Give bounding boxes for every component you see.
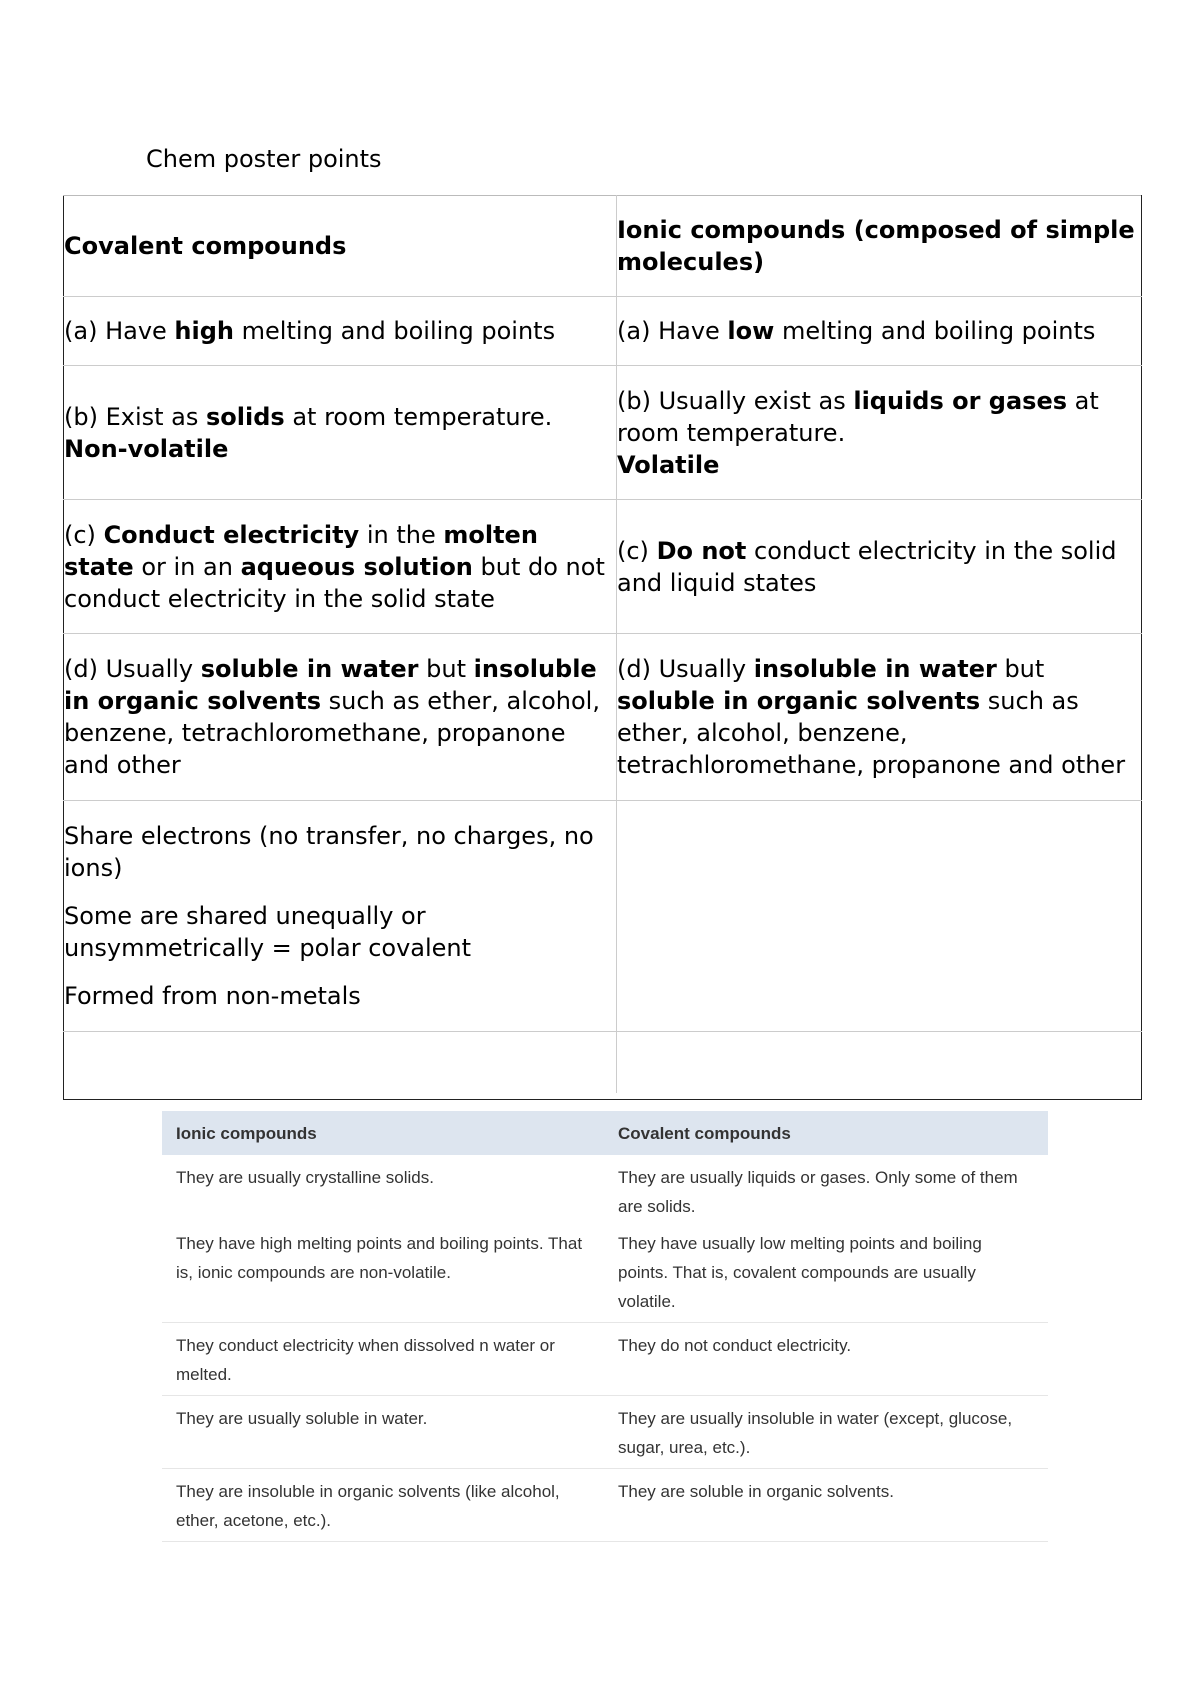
poster-comparison-table: [63, 195, 1142, 1100]
column-header: Ionic compounds: [162, 1111, 604, 1155]
notes-cell: [64, 801, 617, 1032]
empty-cell: [617, 801, 1142, 1032]
table-cell: They are soluble in organic solvents.: [604, 1469, 1048, 1542]
table-row: [64, 801, 1142, 1032]
table-row: [64, 634, 1142, 801]
table-cell: They are usually soluble in water.: [162, 1396, 604, 1469]
table-row: [162, 1323, 1048, 1396]
note-text: Share electrons (no transfer, no charges, no ions): [64, 822, 594, 882]
table-row: [64, 366, 1142, 500]
pasted-comparison-table: [162, 1111, 1048, 1542]
table-cell: They are insoluble in organic solvents (like alcohol, ether, acetone, etc.).: [162, 1469, 604, 1542]
table-cell: (a) Have high melting and boiling points: [64, 297, 617, 366]
pasted-image-edge: [146, 1093, 1060, 1099]
table-header-row: [162, 1111, 1048, 1155]
page-title: Chem poster points: [146, 145, 382, 173]
note-text: Formed from non-metals: [64, 982, 361, 1010]
table-cell: (b) Exist as solids at room temperature. Non-volatile: [64, 366, 617, 500]
table-cell: (d) Usually soluble in water but insoluble in organic solvents such as ether, alcohol, benzene, tetrachloromethane, propanone and other: [64, 634, 617, 801]
table-cell: They have high melting points and boiling points. That is, ionic compounds are non-volatile.: [162, 1221, 604, 1323]
table-cell: They have usually low melting points and boiling points. That is, covalent compounds are usually volatile.: [604, 1221, 1048, 1323]
header-cell-ionic: Ionic compounds (composed of simple molecules): [617, 196, 1142, 297]
table-row: [162, 1469, 1048, 1542]
table-cell: They are usually crystalline solids.: [176, 1168, 434, 1187]
note-text: Some are shared unequally or unsymmetrically = polar covalent: [64, 902, 472, 962]
table-row: [162, 1396, 1048, 1469]
table-cell: (c) Conduct electricity in the molten state or in an aqueous solution but do not conduct electricity in the solid state: [64, 500, 617, 634]
table-cell: They conduct electricity when dissolved n water or melted.: [162, 1323, 604, 1396]
table-cell: (a) Have low melting and boiling points: [617, 297, 1142, 366]
table-cell: They do not conduct electricity.: [604, 1323, 1048, 1396]
table-cell: (c) Do not conduct electricity in the solid and liquid states: [617, 500, 1142, 634]
table-cell: They are usually insoluble in water (except, glucose, sugar, urea, etc.).: [604, 1396, 1048, 1469]
empty-cell: [617, 1032, 1142, 1100]
table-row: [162, 1155, 1048, 1221]
table-row: [162, 1221, 1048, 1323]
table-cell: (d) Usually insoluble in water but soluble in organic solvents such as ether, alcohol, benzene, tetrachloromethane, propanone and other: [617, 634, 1142, 801]
column-header: Covalent compounds: [604, 1111, 1048, 1155]
table-header-row: [64, 196, 1142, 297]
header-cell-covalent: Covalent compounds: [64, 196, 617, 297]
table-row: [64, 1032, 1142, 1100]
table-cell: (b) Usually exist as liquids or gases at room temperature. Volatile: [617, 366, 1142, 500]
table-row: [64, 297, 1142, 366]
table-cell: They are usually liquids or gases. Only some of them are solids.: [618, 1168, 1018, 1216]
empty-cell: [64, 1032, 617, 1100]
table-row: [64, 500, 1142, 634]
